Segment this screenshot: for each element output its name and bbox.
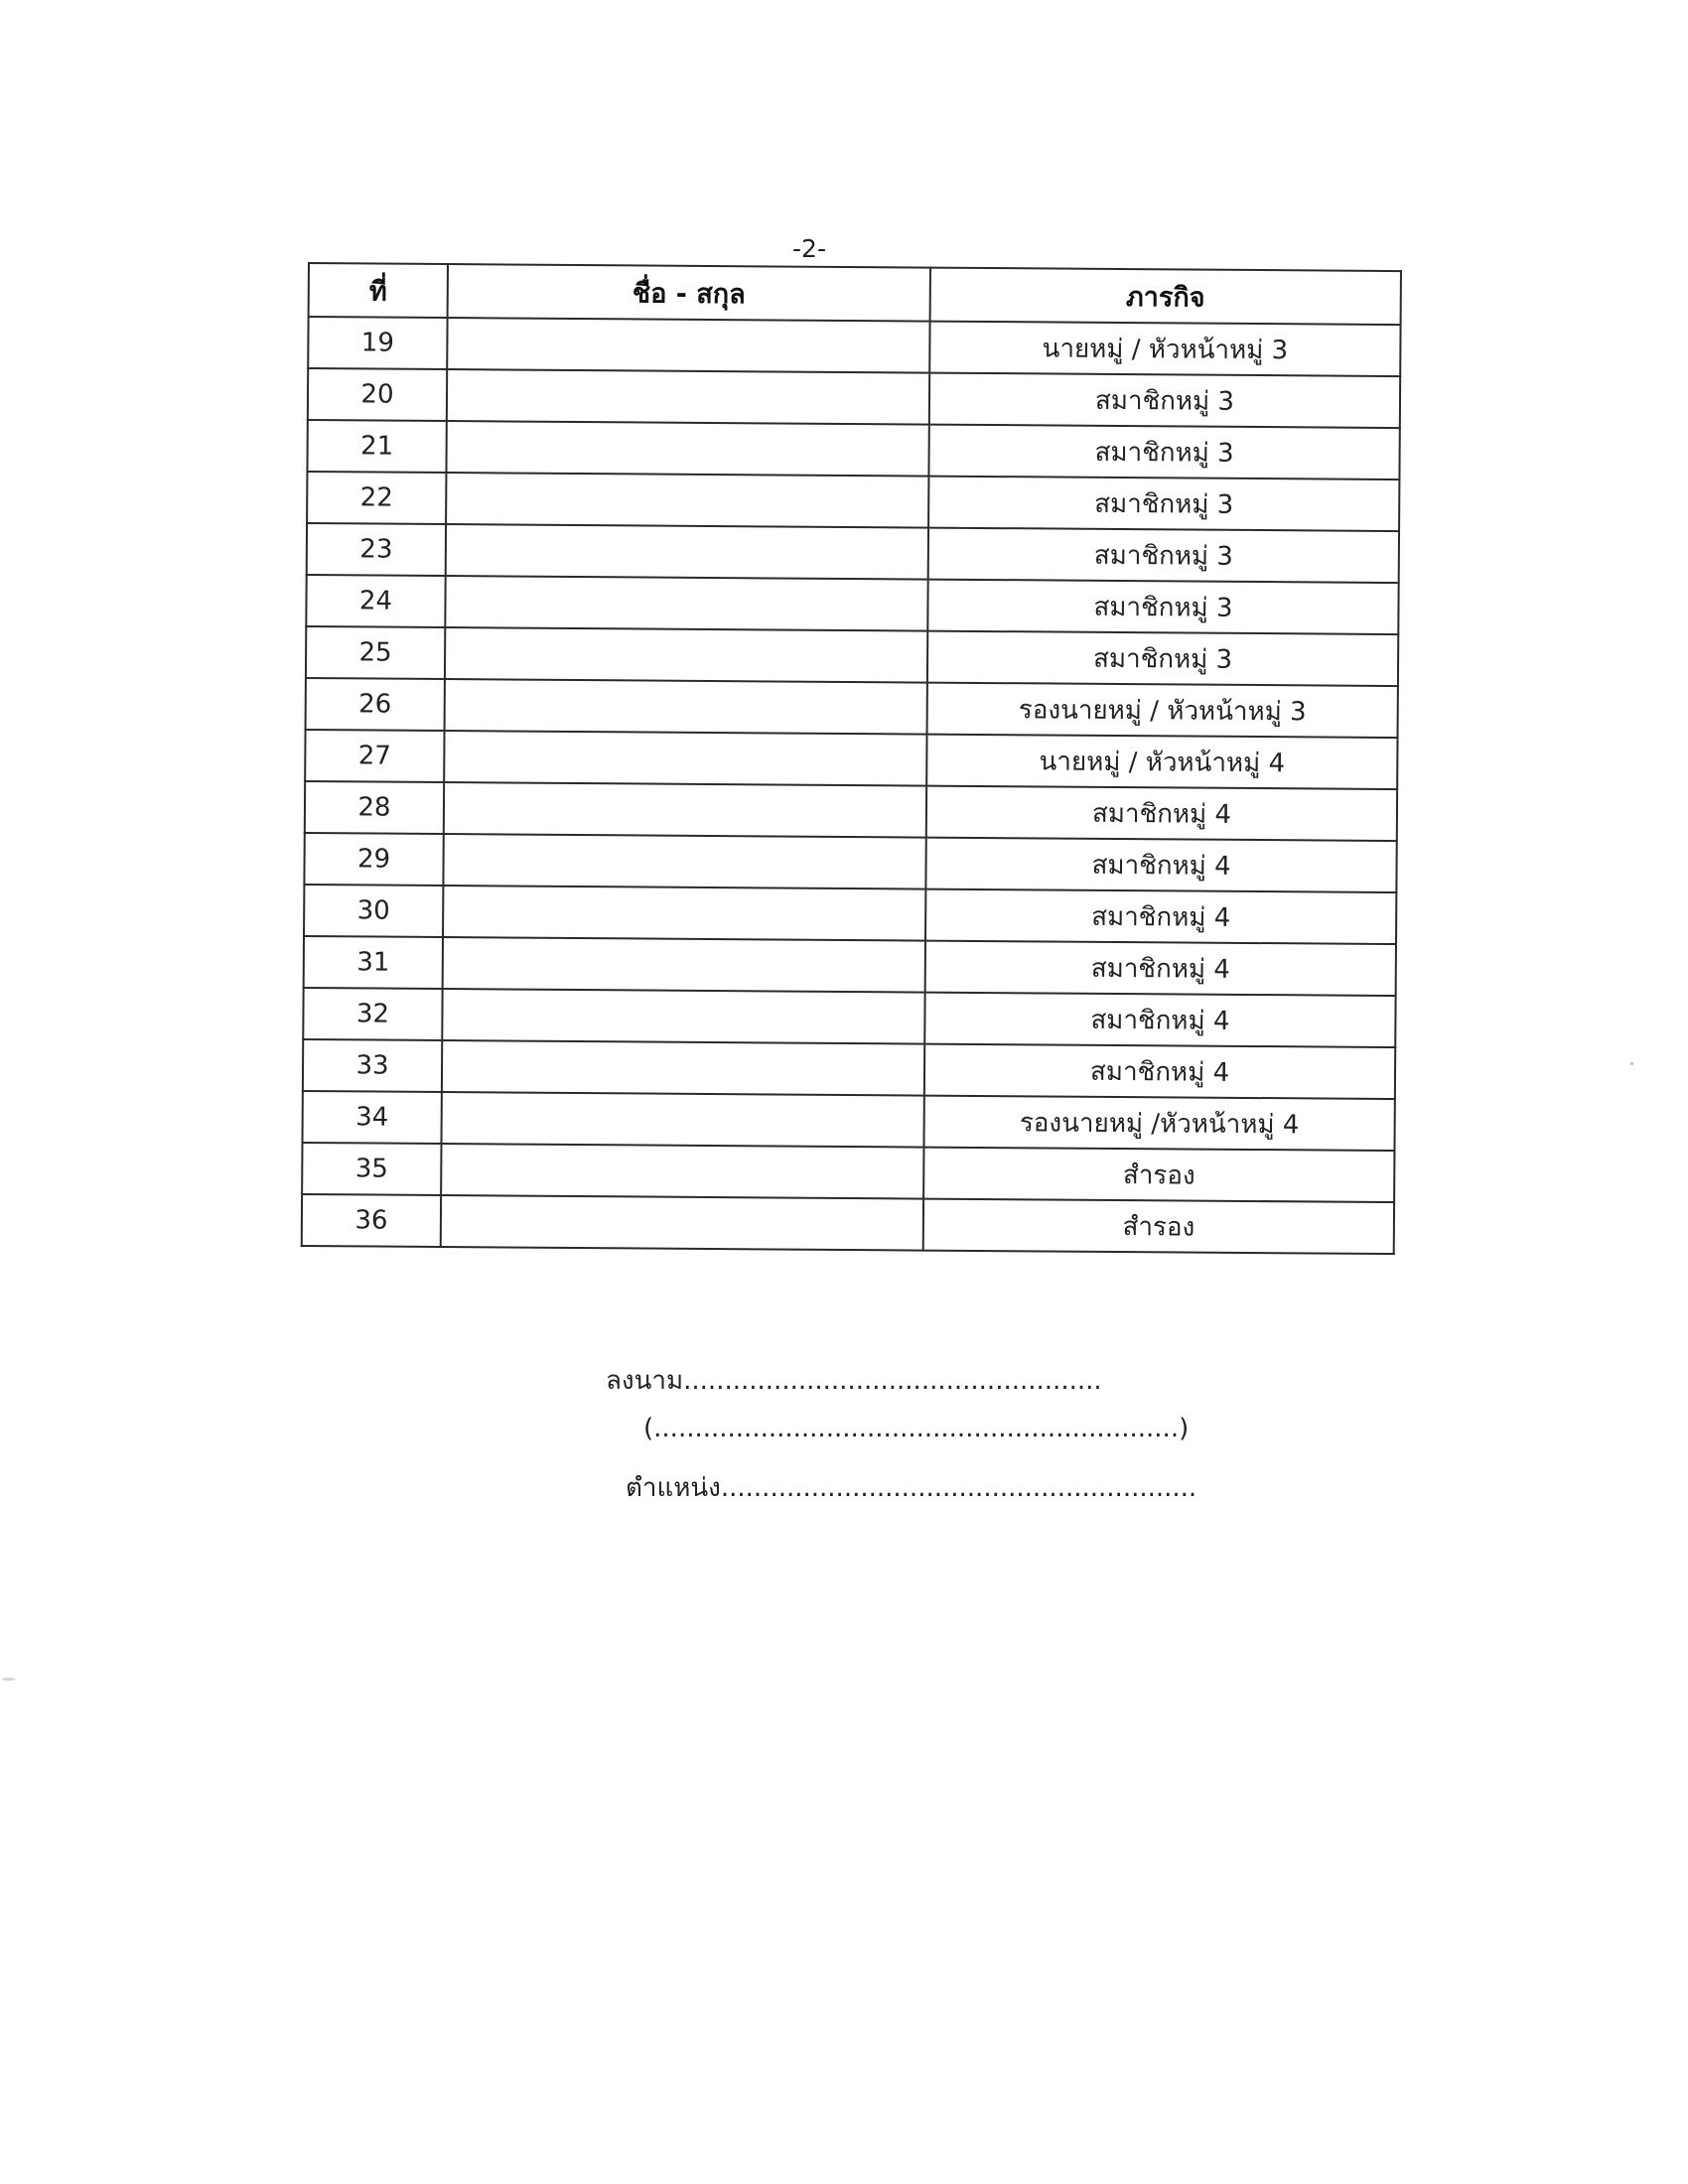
row-number-cell: 28 (305, 781, 444, 834)
row-number-cell: 33 (303, 1039, 442, 1092)
table-row (303, 988, 1395, 1047)
duty-cell: นายหมู่ / หัวหน้าหมู่ 4 (926, 735, 1397, 789)
table-header-row (309, 263, 1401, 325)
row-number-cell: 29 (304, 833, 443, 886)
duty-cell: สมาชิกหมู่ 3 (928, 528, 1399, 583)
full-name-cell (441, 1195, 923, 1251)
row-number-cell: 22 (307, 472, 446, 524)
duty-cell: สมาชิกหมู่ 3 (927, 631, 1398, 686)
duty-cell: นายหมู่ / หัวหน้าหมู่ 3 (929, 322, 1400, 376)
page-number: -2- (792, 234, 826, 263)
duty-cell: สมาชิกหมู่ 4 (925, 838, 1396, 892)
table-row (307, 420, 1399, 479)
table-row (308, 368, 1400, 428)
row-number-cell: 35 (302, 1143, 441, 1195)
row-number-cell: 23 (307, 523, 446, 576)
printed-name-line: (................................................................) (643, 1414, 1190, 1443)
row-number-cell: 20 (308, 368, 447, 421)
sign-line: ลงนาม................................................... (606, 1366, 1102, 1396)
full-name-cell (445, 679, 927, 735)
row-number-cell: 32 (303, 988, 442, 1040)
table-row (302, 1091, 1394, 1151)
duty-cell: รองนายหมู่ /หัวหน้าหมู่ 4 (923, 1096, 1394, 1151)
full-name-cell (446, 524, 928, 580)
table-row (303, 1039, 1395, 1099)
full-name-cell (443, 937, 925, 993)
full-name-cell (443, 834, 925, 889)
table-row (304, 833, 1396, 892)
full-name-cell (444, 782, 926, 838)
duty-cell: สมาชิกหมู่ 4 (926, 786, 1397, 841)
row-number-cell: 26 (306, 678, 445, 731)
table-row (306, 575, 1398, 634)
full-name-cell (443, 886, 925, 941)
header-duty: ภารกิจ (930, 268, 1401, 325)
duty-cell: สมาชิกหมู่ 3 (928, 425, 1399, 479)
duty-cell: สำรอง (923, 1199, 1394, 1254)
row-number-cell: 31 (304, 936, 443, 989)
table-row (304, 885, 1396, 944)
table-row (302, 1143, 1394, 1202)
row-number-cell: 34 (302, 1091, 441, 1144)
header-number: ที่ (309, 263, 448, 318)
scan-speck (2, 1678, 16, 1681)
duty-cell: สมาชิกหมู่ 3 (929, 373, 1400, 428)
scan-speck (1630, 1062, 1633, 1065)
duty-cell: สมาชิกหมู่ 4 (925, 941, 1396, 996)
full-name-cell (442, 989, 924, 1044)
table-row (305, 730, 1397, 789)
full-name-cell (445, 627, 927, 683)
row-number-cell: 25 (306, 626, 445, 679)
header-full-name: ชื่อ - สกุล (448, 264, 930, 322)
full-name-cell (447, 318, 929, 373)
duty-cell: สมาชิกหมู่ 3 (928, 477, 1399, 531)
position-line: ตำแหน่ง.......................................................... (626, 1473, 1197, 1503)
duty-cell: สมาชิกหมู่ 4 (924, 1044, 1395, 1099)
roster-table-wrapper (301, 262, 1400, 1255)
full-name-cell (441, 1144, 923, 1199)
full-name-cell (447, 369, 929, 425)
duty-cell: สมาชิกหมู่ 4 (925, 889, 1396, 944)
full-name-cell (445, 576, 927, 631)
duty-cell: สมาชิกหมู่ 4 (924, 993, 1395, 1047)
table-row (308, 317, 1400, 376)
full-name-cell (441, 1092, 923, 1148)
duty-cell: สำรอง (923, 1148, 1394, 1202)
table-row (306, 626, 1398, 686)
table-body (302, 317, 1401, 1254)
row-number-cell: 19 (308, 317, 447, 369)
full-name-cell (442, 1040, 924, 1096)
row-number-cell: 36 (302, 1194, 441, 1247)
table-row (306, 678, 1398, 738)
table-row (307, 523, 1399, 583)
row-number-cell: 27 (305, 730, 444, 782)
table-row (305, 781, 1397, 841)
full-name-cell (446, 421, 928, 477)
table-row (302, 1194, 1394, 1254)
row-number-cell: 30 (304, 885, 443, 937)
row-number-cell: 21 (307, 420, 446, 473)
roster-table (301, 262, 1402, 1255)
full-name-cell (444, 731, 926, 786)
full-name-cell (446, 473, 928, 528)
duty-cell: รองนายหมู่ / หัวหน้าหมู่ 3 (927, 683, 1398, 738)
table-row (307, 472, 1399, 531)
duty-cell: สมาชิกหมู่ 3 (927, 580, 1398, 634)
row-number-cell: 24 (306, 575, 445, 627)
table-row (304, 936, 1396, 996)
